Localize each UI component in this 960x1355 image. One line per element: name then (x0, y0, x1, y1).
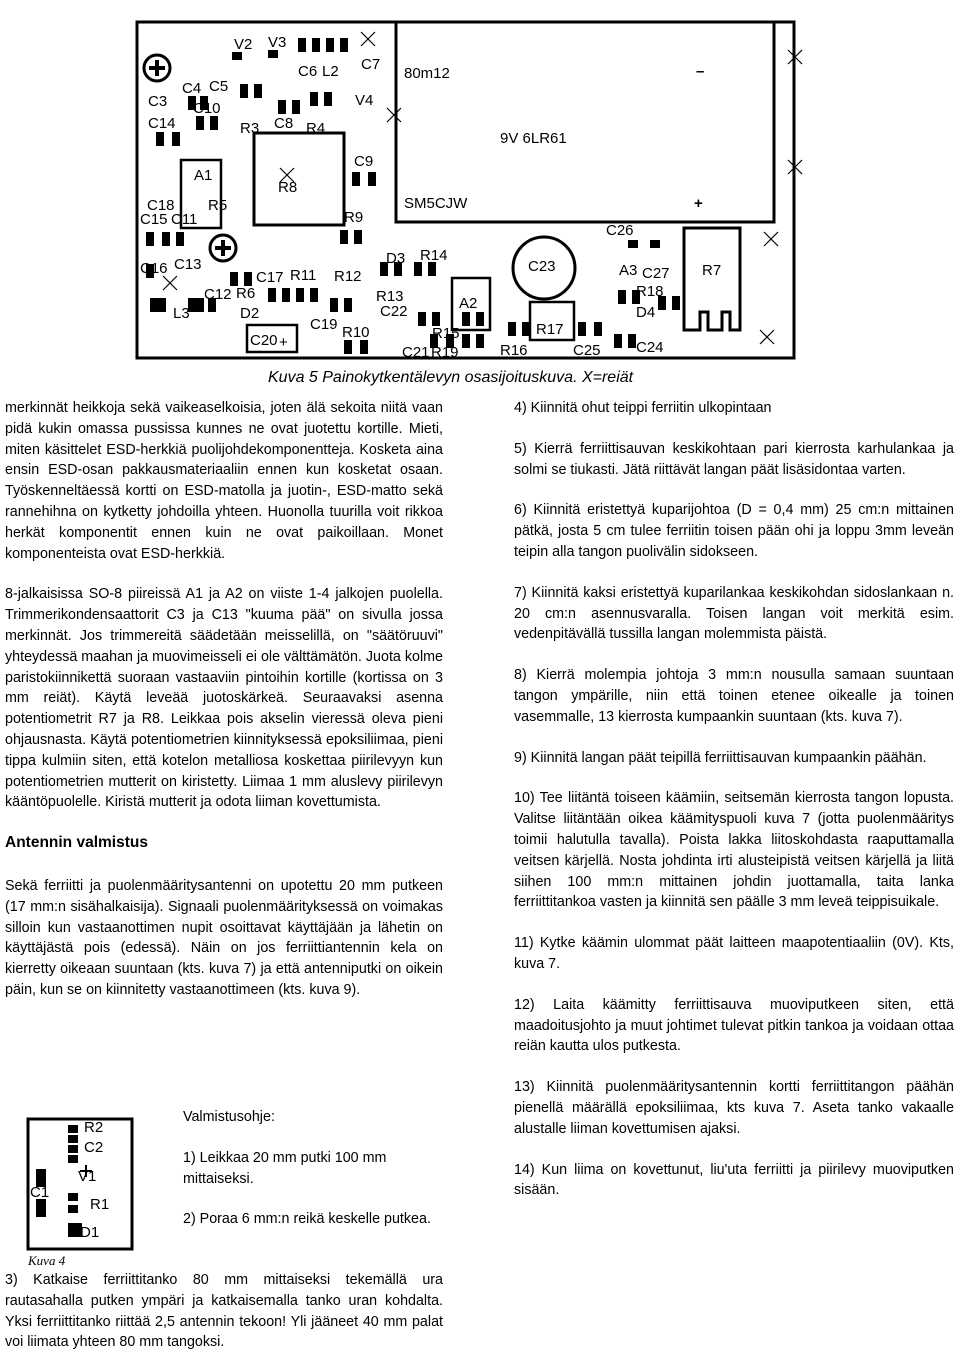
pcb-label: C26 (606, 222, 634, 239)
instructions-list (183, 1107, 445, 1250)
right-column (514, 398, 954, 1221)
pcb-layout-figure (0, 0, 960, 370)
pcb-label: R9 (344, 209, 364, 226)
pcb-label: C11 (171, 211, 198, 228)
pcb-label: R6 (236, 285, 256, 302)
antenna-heading: Antennin valmistus (5, 834, 148, 852)
pcb-label: C16 (140, 260, 168, 277)
step-2: 2) Poraa 6 mm:n reikä keskelle putkea. (183, 1211, 431, 1228)
pcb-label: C21 (402, 344, 430, 361)
step-7: 7) Kiinnitä kaksi eristettyä kuparilankaa keskikohdan sidoslankaan n. 20 cm:n asennusvaralla. Toisen langan voit merkitä esim. vedenpitävällä tussilla langan molemmista päistä. (514, 584, 954, 643)
pcb-label: C7 (361, 56, 381, 73)
left-column (5, 398, 443, 1021)
pcb-title-line2: 9V 6LR61 (500, 130, 567, 147)
step-8: 8) Kierrä molempia johtoja 3 mm:n nousulla samaan suuntaan tangon ympärille, niin että toinen etenee oikealle ja toinen vasemmalle, 13 kierrosta kumpaankin suuntaan (kts. kuva 7). (514, 667, 954, 725)
step-5: 5) Kierrä ferriittisauvan keskikohtaan pari kierrosta karhulankaa ja solmi se tiukasti. Jätä riittävät langan päät lisäsidontaa varten. (514, 440, 954, 478)
figure4-diagram (24, 1113, 174, 1269)
pcb-label: V3 (268, 34, 287, 51)
pcb-title-plus: + (694, 195, 703, 212)
pcb-label: C3 (148, 93, 168, 110)
fig4-label: R2 (84, 1119, 104, 1136)
pcb-label: C17 (256, 269, 284, 286)
pcb-label: R17 (536, 321, 564, 338)
pcb-label: R18 (636, 283, 664, 300)
pcb-label: C12 (204, 286, 232, 303)
pcb-label: R5 (208, 197, 228, 214)
pcb-label: C24 (636, 339, 664, 356)
trimmer-c3-icon (144, 55, 170, 81)
pcb-title-box (396, 22, 774, 222)
pcb-label: R16 (500, 342, 528, 359)
fig4-label: C2 (84, 1139, 104, 1156)
plus-sign-icon: + (279, 334, 288, 351)
step-11: 11) Kytke käämin ulommat päät laitteen maapotentiaaliin (0V). Kts, kuva 7. (514, 935, 954, 972)
pcb-label: C14 (148, 115, 176, 132)
pcb-label: R13 (376, 288, 404, 305)
step-3: 3) Katkaise ferriittitanko 80 mm mittaiseksi tekemällä ura rautasahalla putken ympäri ja katkaisemalla tanko uran kohdalta. Yksi ferriittitanko riittää 2,5 antennin tekoon! Yli jääneet 40 mm palat voi liimata yhteen 80 mm tangoksi. (5, 1272, 443, 1351)
pcb-label: V2 (234, 36, 253, 53)
pcb-label: L2 (322, 63, 339, 80)
pcb-label: R19 (431, 344, 459, 361)
pcb-title-line3: SM5CJW (404, 195, 468, 212)
instructions-title: Valmistusohje: (183, 1109, 275, 1125)
step-14: 14) Kun liima on kovettunut, liu'uta ferriitti ja piirilevy muoviputken sisään. (514, 1161, 954, 1199)
mounting-hole-markers (163, 32, 802, 344)
pcb-label: D2 (240, 305, 260, 322)
pcb-label: R14 (420, 247, 448, 264)
pcb-label: C19 (310, 316, 338, 333)
step-9: 9) Kiinnitä langan päät teipillä ferriittisauvan kumpaankin päähän. (514, 749, 927, 766)
pcb-label: V4 (355, 92, 374, 109)
trimmer-c13-icon (210, 235, 236, 261)
fig4-label: D1 (80, 1224, 100, 1241)
pcb-label: R4 (306, 120, 326, 137)
potentiometer-r8-outline (254, 133, 344, 225)
step-4: 4) Kiinnitä ohut teippi ferriitin ulkopintaan (514, 400, 772, 416)
pcb-label: C22 (380, 303, 408, 320)
pcb-label: L3 (173, 305, 190, 322)
pcb-title-minus: – (696, 63, 705, 80)
step-12: 12) Laita käämitty ferriittisauva muoviputkeen siten, että maadoitusjohto ja muut johtimet tulevat pitkin tankoa ja voidaan ottaa reiän kautta ulos putkesta. (514, 996, 954, 1055)
pcb-label: R8 (278, 179, 298, 196)
figure5-caption: Kuva 5 Painokytkentälevyn osasijoituskuva. X=reiät (268, 369, 634, 386)
pcb-label: A3 (619, 262, 638, 279)
pcb-label: C6 (298, 63, 318, 80)
step-13: 13) Kiinnitä puolenmääritysantennin kortti ferriittitangon päähän pienellä määrällä epoksiliimaa, kts kuva 7. Aseta tanko vakaalle alustalle liiman kovettumisen ajaksi. (514, 1079, 954, 1137)
pcb-label: R10 (342, 324, 370, 341)
fig4-pads (36, 1125, 82, 1237)
fig4-label: V1 (78, 1168, 97, 1185)
pcb-label: R7 (702, 262, 722, 279)
antenna-paragraph: Sekä ferriitti ja puolenmääritysantenni on upotettu 20 mm putkeen (17 mm:n sisähalkaisija). Signaali puolenmäärityksessä on voimakas silloin kun vastaanottimen nupit osoittavat käyttäjään ja lähetin on käyttäjästä pois (edessä). Näin on jos ferriittiantennin kela on kierretty oikeaan suuntaan (kts. kuva 7) ja että antenniputki on oikein päin, kun se on kiinnitetty vastaanottimeen (kts. kuva 9). (5, 877, 443, 998)
pcb-label: C8 (274, 115, 294, 132)
pcb-label: R12 (334, 268, 362, 285)
pcb-label: R11 (290, 267, 317, 284)
step-10: 10) Tee liitäntä toiseen käämiin, seitsemän kierrosta tangon lopusta. Valitse liitäntään oikea käämityspuoli kuva 7 (jotta puolenmääritys toimii halutulla tavalla). Poista lakka liitoskohdasta raaputtamalla veitsen kärjellä. Nosta johdinta irti alusteipistä veitsen kärjellä ja liitä siihen 100 mm:n mittainen johdin juottamalla, taita lanka ferriittitankoa vasten ja kiinnitä sen päälle 3 mm leveä teippisuikale. (514, 790, 954, 911)
pcb-label: C18 (147, 197, 175, 214)
so8-paragraph: 8-jalkaisissa SO-8 piireissä A1 ja A2 on viiste 1-4 jalkojen puolella. Trimmerikondensaattorit C3 ja C13 "kuuma pää" on sivulla jossa merkinnät. Jos trimmereitä säädetään meisselillä, on "säätöruuvi" yhteydessä maahan ja muovimeisseli ei ole välttämätön. Juota kolme paristokiinnikettä suoraan vastaaviin pintoihin kortille (kortissa on 3 mm reiät). Käytä leveää juotoskärkeä. Seuraavaksi asenna potentiometrit R7 ja R8. Leikkaa pois akselin vieressä oleva pieni ohjausnasta. Käytä potentiometrien kiinnityksessä epoksiliimaa, pieni tippa kulmiin siten, että kotelon metalliosa koskettaa piirilevyyn kun potentiometrien mutterit on kiristetty. Liimaa 1 mm aluslevy piirilevyn kääntöpuolelle. Kiristä mutterit ja odota liiman kovettumista. (5, 586, 443, 811)
pcb-title-line1: 80m12 (404, 65, 450, 82)
pcb-label: C25 (573, 342, 601, 359)
pcb-label: C10 (193, 100, 221, 117)
pcb-label: D3 (386, 250, 406, 267)
fig4-label: R1 (90, 1196, 110, 1213)
pcb-label: C4 (182, 80, 202, 97)
pcb-label: C20 (250, 332, 278, 349)
pcb-label: C27 (642, 265, 670, 282)
step-6: 6) Kiinnitä eristettyä kuparijohtoa (D = 0,4 mm) 25 cm:n mittainen pätkä, josta 5 cm tulee ferriitin toisen pään ohi ja loppu 3mm leveän teipin alla tangon puolivälin sidokseen. (514, 502, 954, 560)
pcb-label: C5 (209, 78, 229, 95)
fig4-label: C1 (30, 1184, 50, 1201)
pcb-label: R15 (432, 325, 460, 342)
potentiometer-r7-outline (684, 228, 740, 330)
pcb-label: C9 (354, 153, 374, 170)
pcb-label: A1 (194, 167, 213, 184)
pcb-label: A2 (459, 295, 478, 312)
esd-paragraph: merkinnät heikkoja sekä vaikeaselkoisia, joten älä sekoita niitä vaan pidä kukin omassa pussissa kunnes ne ovat juotettu kortille. Mieti, miten käsittelet ESD-herkkiä puolijohdekomponentteja. Kosketa aina ensin ESD-osan pakkausmateriaaliin ennen kun kosketat osaan. Työskenneltäessä kortti on ESD-matolla ja juotin-, ESD-matto sekä rannehihna on kytketty johdoilla yhteen. Huonolla tuurilla voit rikkoa herkät komponentit ennen kuin ne ovat paikoillaan. Monet komponenteista ovat ESD-herkkiä. (5, 400, 443, 562)
step-1: 1) Leikkaa 20 mm putki 100 mm mittaiseksi. (183, 1149, 387, 1187)
pcb-label: C23 (528, 258, 556, 275)
pcb-label: C13 (174, 256, 202, 273)
pcb-label: C15 (140, 211, 168, 228)
pcb-label: D4 (636, 304, 656, 321)
pcb-label: R3 (240, 120, 260, 137)
figure4-caption: Kuva 4 (28, 1253, 66, 1268)
